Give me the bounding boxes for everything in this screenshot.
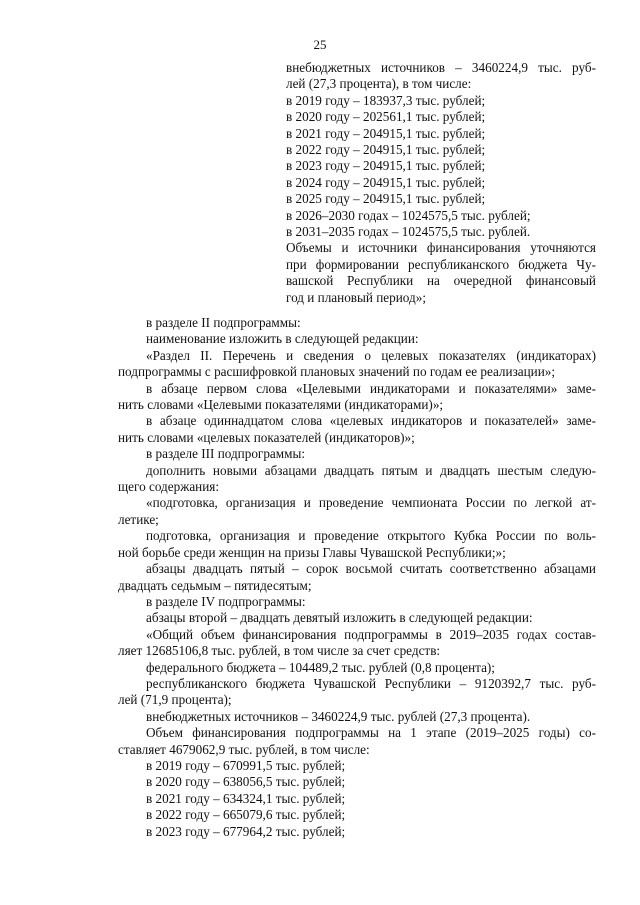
paragraph-line: «Раздел II. Перечень и сведения о целевых показателях (индикаторах) (146, 347, 596, 363)
paragraph-line: в 2023 году – 677964,2 тыс. рублей; (146, 823, 346, 839)
cell-text-line: в 2024 году – 204915,1 тыс. рублей; (286, 174, 486, 190)
cell-text-line: лей (27,3 процента), в том числе: (286, 76, 472, 92)
funding-table-cell (286, 60, 596, 306)
cell-text-line: в 2023 году – 204915,1 тыс. рублей; (286, 158, 486, 174)
cell-text-line: при формировании республиканского бюджета Чу- (286, 256, 596, 272)
paragraph-line: лей (71,9 процента); (118, 692, 232, 708)
cell-text-line: Объемы и источники финансирования уточняются (286, 240, 596, 256)
paragraph-line: республиканского бюджета Чувашской Республики – 9120392,7 тыс. руб- (146, 675, 596, 691)
paragraph-line: ставляет 4679062,9 тыс. рублей, в том числе: (118, 741, 370, 757)
paragraph-line: в разделе III подпрограммы: (146, 446, 306, 462)
paragraph-line: абзацы второй – двадцать девятый изложить в следующей редакции: (146, 610, 533, 626)
paragraph-line: в 2022 году – 665079,6 тыс. рублей; (146, 807, 346, 823)
paragraph-line: в разделе II подпрограммы: (146, 315, 301, 330)
paragraph-line: нить словами «Целевыми показателями (индикаторами)»; (118, 397, 444, 413)
paragraph-line: в 2020 году – 638056,5 тыс. рублей; (146, 774, 346, 790)
paragraph-line: ляет 12685106,8 тыс. рублей, в том числе за счет средств: (118, 643, 441, 659)
cell-text-line: вашской Республики на очередной финансовый (286, 273, 596, 289)
cell-text-line: в 2026–2030 годах – 1024575,5 тыс. рублей; (286, 207, 531, 223)
paragraph-line: подпрограммы с расшифровкой плановых значений по годам ее реализации»; (118, 364, 556, 380)
paragraph-line: «Общий объем финансирования подпрограммы в 2019–2035 годах состав- (146, 626, 596, 642)
paragraph-line: в 2021 году – 634324,1 тыс. рублей; (146, 790, 346, 806)
paragraph-line: в разделе IV подпрограммы: (146, 593, 306, 609)
cell-text-line: год и плановый период»; (286, 289, 426, 305)
cell-text-line: внебюджетных источников – 3460224,9 тыс. руб- (286, 60, 596, 75)
paragraph-line: федерального бюджета – 104489,2 тыс. рублей (0,8 процента); (146, 659, 495, 675)
paragraph-line: внебюджетных источников – 3460224,9 тыс. рублей (27,3 процента). (146, 708, 531, 724)
cell-text-line: в 2020 году – 202561,1 тыс. рублей; (286, 109, 486, 125)
paragraph-line: ной борьбе среди женщин на призы Главы Чувашской Республики;»; (118, 544, 506, 560)
cell-text-line: в 2019 году – 183937,3 тыс. рублей; (286, 92, 486, 108)
page-number: 25 (313, 37, 327, 52)
paragraph-line: наименование изложить в следующей редакции: (146, 331, 419, 347)
paragraph-line: в 2019 году – 670991,5 тыс. рублей; (146, 757, 346, 773)
paragraph-line: абзацы двадцать пятый – сорок восьмой считать соответственно абзацами (146, 561, 596, 577)
document-body (118, 315, 596, 840)
paragraph-line: в абзаце одиннадцатом слова «целевых индикаторов и показателей» заме- (146, 413, 596, 429)
cell-text-line: в 2031–2035 годах – 1024575,5 тыс. рублей. (286, 224, 531, 240)
paragraph-line: «подготовка, организация и проведение чемпионата России по легкой ат- (146, 495, 596, 511)
cell-text-line: в 2021 году – 204915,1 тыс. рублей; (286, 125, 486, 141)
cell-text-line: в 2025 году – 204915,1 тыс. рублей; (286, 191, 486, 207)
cell-text-line: в 2022 году – 204915,1 тыс. рублей; (286, 142, 486, 158)
paragraph-line: нить словами «целевых показателей (индикаторов)»; (118, 429, 415, 445)
paragraph-line: подготовка, организация и проведение открытого Кубка России по воль- (146, 528, 596, 544)
paragraph-line: дополнить новыми абзацами двадцать пятым и двадцать шестым следую- (146, 462, 596, 478)
paragraph-line: Объем финансирования подпрограммы на 1 этапе (2019–2025 годы) со- (146, 725, 596, 741)
paragraph-line: щего содержания: (118, 479, 220, 495)
paragraph-line: летике; (118, 511, 159, 527)
paragraph-line: в абзаце первом слова «Целевыми индикаторами и показателями» заме- (146, 380, 596, 396)
paragraph-line: двадцать седьмым – пятидесятым; (118, 577, 312, 593)
